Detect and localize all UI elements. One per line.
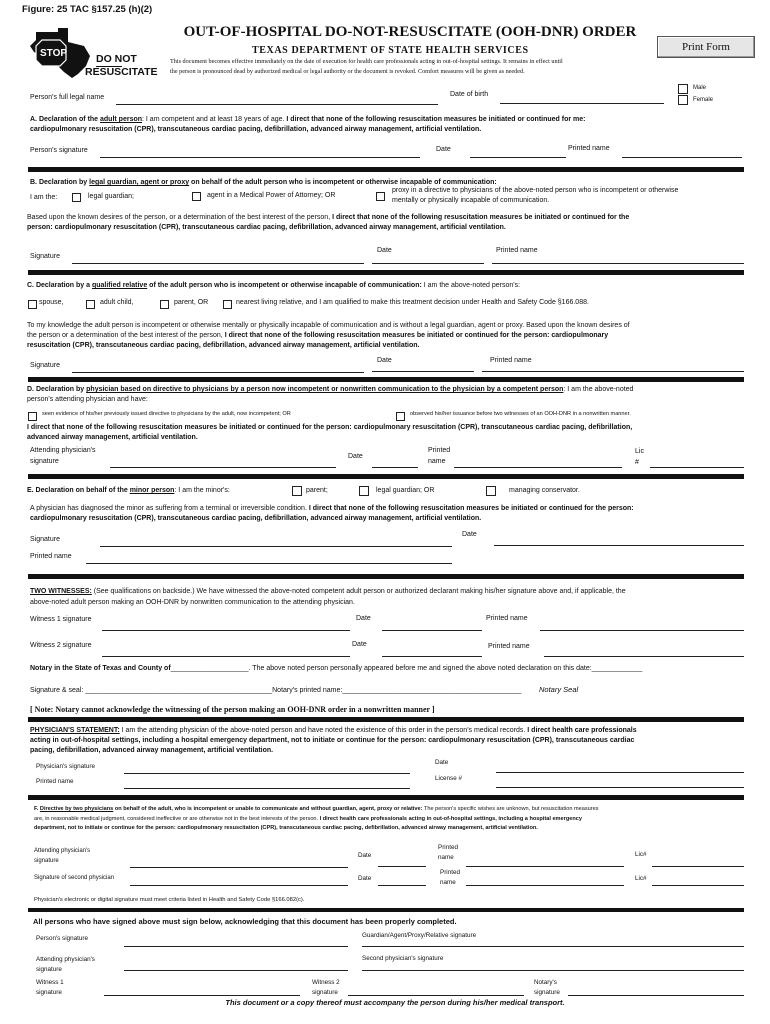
witness-1-printed-name-label: Printed name: [486, 615, 528, 622]
managing-conservator-checkbox[interactable]: [486, 486, 496, 496]
section-e-printed-name-field[interactable]: [86, 563, 452, 564]
physician-license-label: License #: [435, 775, 462, 782]
section-b-signature-field[interactable]: [72, 263, 364, 264]
proxy-label-1: proxy in a directive to physicians of the above-noted person who is incompetent or otherwise: [392, 187, 679, 194]
section-d-heading: D. Declaration by physician based on directive to physicians by a person now incompetent or nonwritten communication to the physician by a competent person: I am the above-noted: [27, 386, 634, 393]
section-f-attending-signature-field[interactable]: [130, 867, 348, 868]
section-d-printed-label-2: name: [428, 458, 446, 465]
section-b-heading: B. Declaration by legal guardian, agent or proxy on behalf of the adult person who is incompetent or otherwise incapable of communication:: [30, 179, 497, 186]
witness-2-date-field[interactable]: [382, 656, 482, 657]
ack-guardian-signature-field[interactable]: [362, 946, 744, 947]
ack-witness-2-label-1: Witness 2: [312, 979, 340, 986]
ack-notary-field[interactable]: [568, 995, 744, 996]
section-f-attending-label-2: signature: [34, 858, 59, 864]
full-legal-name-label: Person's full legal name: [30, 94, 105, 101]
section-f-attending-label-1: Attending physician's: [34, 848, 91, 854]
section-a-heading: A. Declaration of the adult person: I am competent and at least 18 years of age. I direct that none of the following resuscitation measures be initiated or continued for me:: [30, 116, 586, 123]
intro-line-2: the person is pronounced dead by authorized medical or legal authority or the document is revoked. Comfort measures will be given as needed.: [170, 68, 525, 75]
section-f-body-1: are, in reasonable medical judgment, considered ineffective or are otherwise not in the best interests of the person. I direct health care professionals acting in out-of-hospital settings, including a hospital emergency: [34, 816, 582, 822]
witness-2-printed-name-label: Printed name: [488, 643, 530, 650]
witness-1-signature-field[interactable]: [102, 630, 350, 631]
notary-signature-line[interactable]: Signature & seal: ________________________________________________Notary's printed name:______________________________________________: [30, 687, 522, 694]
logo-resuscitate: RESUSCITATE: [85, 66, 158, 78]
section-d-signature-label-1: Attending physician's: [30, 447, 96, 454]
section-d-body-1: I direct that none of the following resuscitation measures be initiated or continued for the person: cardiopulmonary resuscitation (CPR), transcutaneous cardiac pacing, defibrillation,: [27, 424, 633, 431]
physician-statement-body-1: acting in out-of-hospital settings, including a hospital emergency department, not to initiate or continue for the person: cardiopulmonary resuscitation (CPR), transcutaneous cardiac: [30, 737, 635, 744]
section-divider: [28, 574, 744, 579]
seen-directive-checkbox[interactable]: [28, 412, 37, 421]
physician-statement-heading: PHYSICIAN'S STATEMENT: I am the attending physician of the above-noted person and have noted the existence of this order in the person's medical records. I direct health care professionals: [30, 727, 637, 734]
section-divider: [28, 270, 744, 275]
male-checkbox[interactable]: [678, 84, 688, 94]
section-f-heading: F. Directive by two physicians on behalf of the adult, who is incompetent or unable to communicate and without guardian, agent, proxy or relative: The person's specific wishes are unknown, but resuscitation measures: [34, 806, 599, 812]
physician-date-label: Date: [435, 759, 449, 766]
section-e-signature-field[interactable]: [100, 546, 452, 547]
ack-person-signature-field[interactable]: [124, 946, 348, 947]
section-f-date-field-2[interactable]: [378, 885, 426, 886]
section-a-printed-name-field[interactable]: [622, 157, 742, 158]
proxy-label-2: mentally or physically incapable of communication.: [392, 197, 550, 204]
ack-witness-1-label-2: signature: [36, 989, 62, 996]
section-b-i-am: I am the:: [30, 194, 58, 201]
section-f-date-field-1[interactable]: [378, 866, 426, 867]
section-divider: [28, 474, 744, 479]
witness-2-date-label: Date: [352, 641, 367, 648]
section-e-signature-label: Signature: [30, 536, 60, 543]
section-d-printed-label-1: Printed: [428, 447, 451, 454]
section-f-date-label-2: Date: [358, 875, 372, 882]
section-e-heading: E. Declaration on behalf of the minor person: I am the minor's:: [27, 487, 230, 494]
section-b-body-1: Based upon the known desires of the person, or a determination of the best interest of the person, I direct that none of the following resuscitation measures be initiated or continued for the: [27, 214, 630, 221]
physician-signature-field[interactable]: [124, 773, 410, 774]
section-c-body-3: resuscitation (CPR), transcutaneous cardiac pacing, defibrillation, advanced airway management, artificial ventilation.: [27, 342, 420, 349]
section-e-body-1: A physician has diagnosed the minor as suffering from a terminal or irreversible condition. I direct that none of the following resuscitation measures be initiated or continued for the person:: [30, 505, 634, 512]
section-divider: [28, 795, 744, 800]
section-c-body-1: To my knowledge the adult person is incompetent or otherwise mentally or physically incapable of communication and is without a legal guardian, agent or proxy. Based upon the known desires of: [27, 322, 630, 329]
dob-field[interactable]: [500, 103, 664, 104]
witness-1-label: Witness 1 signature: [30, 616, 92, 623]
section-a-signature-field[interactable]: [100, 157, 420, 158]
section-f-printed-label-2a: Printed: [440, 869, 460, 876]
section-d-lic-label-2: #: [635, 459, 639, 466]
section-f-lic-label-2: Lic#: [635, 875, 647, 882]
transport-footer: This document or a copy thereof must accompany the person during his/her medical transport.: [225, 998, 565, 1007]
ack-attending-signature-field[interactable]: [124, 970, 348, 971]
section-d-date-label: Date: [348, 453, 363, 460]
ack-attending-label-2: signature: [36, 966, 62, 973]
section-d-heading-2: person's attending physician and have:: [27, 396, 148, 403]
observed-issuance-checkbox[interactable]: [396, 412, 405, 421]
witness-1-date-field[interactable]: [382, 630, 482, 631]
physician-printed-name-field[interactable]: [124, 788, 410, 789]
physician-license-field[interactable]: [496, 787, 744, 788]
section-e-body-2: cardiopulmonary resuscitation (CPR), transcutaneous cardiac pacing, defibrillation, advanced airway management, artificial ventilation.: [30, 515, 482, 522]
section-d-signature-label-2: signature: [30, 458, 59, 465]
ack-witness-2-field[interactable]: [348, 995, 524, 996]
section-a-measures: cardiopulmonary resuscitation (CPR), transcutaneous cardiac pacing, defibrillation, advanced airway management, artificial ventilation.: [30, 126, 482, 133]
notary-note: [ Note: Notary cannot acknowledge the witnessing of the person making an OOH-DNR order in a nonwritten manner ]: [30, 705, 435, 714]
spouse-checkbox[interactable]: [28, 300, 37, 309]
acknowledgement-heading: All persons who have signed above must sign below, acknowledging that this document has been properly completed.: [33, 917, 457, 926]
section-b-date-field[interactable]: [372, 263, 484, 264]
section-divider: [28, 377, 744, 382]
minor-guardian-label: legal guardian; OR: [376, 487, 435, 494]
section-c-printed-name-label: Printed name: [490, 357, 532, 364]
adult-child-checkbox[interactable]: [86, 300, 95, 309]
section-f-printed-name-field-1[interactable]: [466, 866, 624, 867]
section-f-second-signature-field[interactable]: [130, 885, 348, 886]
legal-guardian-label: legal guardian;: [88, 193, 134, 200]
section-divider: [28, 717, 744, 722]
section-c-printed-name-field[interactable]: [482, 371, 744, 372]
form-title: OUT-OF-HOSPITAL DO-NOT-RESUSCITATE (OOH-DNR) ORDER: [183, 24, 637, 40]
section-d-lic-label-1: Lic: [635, 448, 644, 455]
minor-guardian-checkbox[interactable]: [359, 486, 369, 496]
section-a-signature-label: Person's signature: [30, 147, 88, 154]
section-d-signature-field[interactable]: [110, 467, 336, 468]
parent-label: parent, OR: [174, 299, 209, 306]
ack-second-physician-label: Second physician's signature: [362, 955, 444, 962]
section-e-date-label: Date: [462, 531, 477, 538]
section-b-body-2: person: cardiopulmonary resuscitation (CPR), transcutaneous cardiac pacing, defibrillation, advanced airway management, artificial ventilation.: [27, 224, 506, 231]
logo-stop-text: STOP: [40, 48, 68, 59]
seen-directive-label: seen evidence of his/her previously issued directive to physicians by the adult, now incompetent; OR: [42, 411, 291, 417]
section-c-body-2: the person or a determination of the best interest of the person, I direct that none of the following resuscitation measures be initiated or continued for the person: cardiopulmonary: [27, 332, 609, 339]
witness-1-printed-name-field[interactable]: [540, 630, 744, 631]
witness-1-date-label: Date: [356, 615, 371, 622]
witness-2-printed-name-field[interactable]: [544, 656, 744, 657]
physician-printed-name-label: Printed name: [36, 778, 74, 785]
section-b-printed-name-field[interactable]: [492, 263, 744, 264]
section-f-license-field-1[interactable]: [652, 866, 744, 867]
nearest-relative-checkbox[interactable]: [223, 300, 232, 309]
physician-statement-body-2: pacing, defibrillation, advanced airway management, artificial ventilation.: [30, 747, 274, 754]
agent-mpoa-checkbox[interactable]: [192, 192, 201, 201]
section-f-printed-label-2b: name: [440, 879, 456, 886]
witnesses-heading: TWO WITNESSES: (See qualifications on backside.) We have witnessed the above-noted competent adult person or authorized declarant making his/her signature above and, if applicable, the: [30, 588, 626, 595]
print-form-button[interactable]: Print Form: [657, 36, 755, 58]
notary-statement: Notary in the State of Texas and County of____________________. The above noted person personally appeared before me and signed the above noted declaration on this date:_____________: [30, 665, 643, 672]
nearest-relative-label: nearest living relative, and I am qualified to make this treatment decision under Health and Safety Code §166.088.: [236, 299, 589, 306]
ack-person-signature-label: Person's signature: [36, 935, 88, 942]
ack-witness-1-label-1: Witness 1: [36, 979, 64, 986]
section-b-date-label: Date: [377, 247, 392, 254]
ack-witness-1-field[interactable]: [104, 995, 300, 996]
section-d-body-2: advanced airway management, artificial ventilation.: [27, 434, 198, 441]
section-f-date-label-1: Date: [358, 852, 372, 859]
section-c-heading: C. Declaration by a qualified relative of the adult person who is incompetent or otherwise incapable of communication: I am the above-noted person's:: [27, 282, 521, 289]
female-checkbox[interactable]: [678, 95, 688, 105]
section-d-date-field[interactable]: [372, 467, 418, 468]
witnesses-heading-2: above-noted adult person making an OOH-DNR by nonwritten communication to the attending physician.: [30, 599, 355, 606]
full-legal-name-field[interactable]: [116, 104, 438, 105]
section-b-printed-name-label: Printed name: [496, 247, 538, 254]
section-divider: [28, 167, 744, 172]
section-e-date-field[interactable]: [494, 545, 744, 546]
section-e-printed-name-label: Printed name: [30, 553, 72, 560]
legal-guardian-checkbox[interactable]: [72, 193, 81, 202]
female-label: Female: [693, 97, 714, 103]
ack-attending-label-1: Attending physician's: [36, 956, 95, 963]
adult-child-label: adult child,: [100, 299, 134, 306]
section-a-printed-name-label: Printed name: [568, 145, 610, 152]
section-divider: [28, 908, 744, 912]
male-label: Male: [693, 85, 707, 91]
managing-conservator-label: managing conservator.: [509, 487, 580, 494]
section-c-date-field[interactable]: [372, 371, 474, 372]
ack-notary-label-2: signature: [534, 989, 560, 996]
section-d-license-field[interactable]: [650, 467, 744, 468]
physician-date-field[interactable]: [496, 772, 744, 773]
section-c-signature-field[interactable]: [72, 372, 364, 373]
ack-guardian-label: Guardian/Agent/Proxy/Relative signature: [362, 932, 477, 939]
witness-2-label: Witness 2 signature: [30, 642, 92, 649]
witness-2-signature-field[interactable]: [102, 656, 350, 657]
observed-issuance-label: observed his/her issuance before two witnesses of an OOH-DNR in a nonwritten manner.: [410, 411, 631, 417]
agent-mpoa-label: agent in a Medical Power of Attorney; OR: [207, 192, 336, 199]
section-d-printed-name-field[interactable]: [454, 467, 622, 468]
section-a-date-field[interactable]: [470, 157, 566, 158]
section-f-license-field-2[interactable]: [652, 885, 744, 886]
ack-witness-2-label-2: signature: [312, 989, 338, 996]
physician-signature-label: Physician's signature: [36, 763, 95, 770]
intro-line-1: This document becomes effective immediately on the date of execution for health care professionals acting in out-of-hospital settings. It remains in effect until: [170, 58, 563, 65]
agency-name: TEXAS DEPARTMENT OF STATE HEALTH SERVICES: [252, 45, 529, 56]
section-f-printed-label-1a: Printed: [438, 844, 458, 851]
parent-checkbox[interactable]: [160, 300, 169, 309]
minor-parent-label: parent;: [306, 487, 328, 494]
section-f-body-2: department, not to initiate or continue for the person: cardiopulmonary resuscitation (CPR), transcutaneous cardiac pacing, defibrillation, advanced airway management, artificial ventilation.: [34, 825, 538, 831]
dob-label: Date of birth: [450, 91, 489, 98]
section-f-lic-label-1: Lic#: [635, 851, 647, 858]
ack-second-physician-field[interactable]: [362, 970, 744, 971]
spouse-label: spouse,: [39, 299, 64, 306]
electronic-signature-note: Physician's electronic or digital signature must meet criteria listed in Health and Safety Code §166.082(c).: [34, 897, 305, 903]
section-c-date-label: Date: [377, 357, 392, 364]
ack-notary-label-1: Notary's: [534, 979, 557, 986]
section-c-signature-label: Signature: [30, 362, 60, 369]
figure-reference: Figure: 25 TAC §157.25 (h)(2): [22, 4, 153, 15]
section-f-printed-name-field-2[interactable]: [466, 885, 624, 886]
minor-parent-checkbox[interactable]: [292, 486, 302, 496]
section-a-date-label: Date: [436, 146, 451, 153]
section-b-signature-label: Signature: [30, 253, 60, 260]
logo-do-not: DO NOT: [96, 53, 137, 65]
notary-seal-label: Notary Seal: [539, 685, 579, 694]
proxy-checkbox[interactable]: [376, 192, 385, 201]
section-f-printed-label-1b: name: [438, 854, 454, 861]
section-f-second-physician-label: Signature of second physician: [34, 875, 115, 881]
